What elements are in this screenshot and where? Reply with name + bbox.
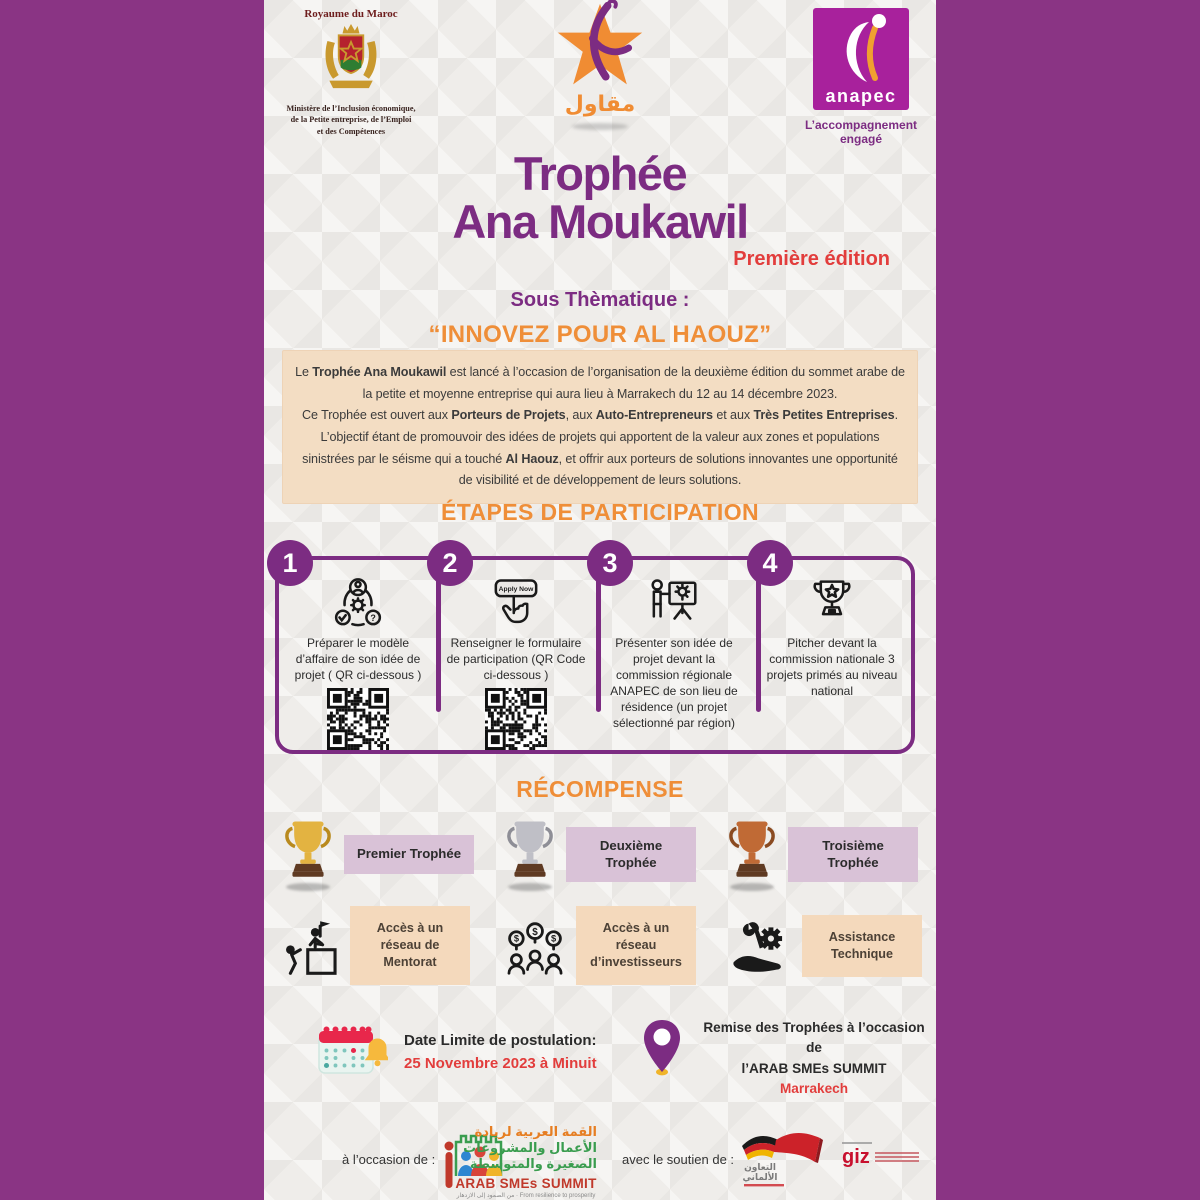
- step-item-2: [437, 560, 595, 750]
- anapec-logo-block: [802, 8, 920, 147]
- deadline-value: 25 Novembre 2023 à Minuit: [404, 1055, 597, 1072]
- technical-assistance-icon: [730, 915, 792, 977]
- benefit-label: Accès à un réseau de Mentorat: [350, 906, 470, 985]
- step-text: Pitcher devant la commission nationale 3 projets primés au niveau national: [766, 636, 898, 698]
- investors-network-icon: [504, 915, 566, 977]
- trophy-label: Premier Trophée: [344, 835, 474, 874]
- svg-text:?: ?: [370, 612, 376, 623]
- deadline-block: [316, 1020, 597, 1084]
- trophy-third: [726, 818, 918, 891]
- apply-now-icon: [485, 576, 547, 632]
- anapec-tagline: L’accompagnement engagé: [804, 118, 918, 146]
- summit-name: ARAB SMEs SUMMIT: [455, 1176, 597, 1191]
- business-model-cycle-icon: [329, 576, 387, 632]
- trophy-shadow: [508, 883, 552, 891]
- giz-name: giz: [842, 1146, 870, 1168]
- ministry-logo-block: [278, 8, 424, 137]
- arab-smes-summit-logo: [442, 1118, 600, 1200]
- benefits-row: [264, 906, 936, 985]
- step-number-badge: 1: [267, 540, 313, 586]
- ceremony-line2: l’ARAB SMEs SUMMIT: [741, 1060, 887, 1076]
- mentorship-icon: [278, 915, 340, 977]
- occasion-label: à l’occasion de :: [342, 1152, 436, 1167]
- ministry-caption: Ministère de l’Inclusion économique, de la Petite entreprise, de l’Emploi et des Compétences: [286, 104, 416, 136]
- trophy-second: [504, 818, 696, 891]
- gold-trophy-icon: [282, 818, 334, 882]
- ceremony-city: Marrakech: [779, 1081, 848, 1097]
- logo-shadow: [572, 123, 628, 130]
- benefit-label: Assistance Technique: [802, 915, 922, 977]
- intro-paragraph: Le Trophée Ana Moukawil est lancé à l’occasion de l’organisation de la deuxième édition du sommet arabe de la petite et moyenne entreprise qui aura lieu à Marrakech du 12 au 14 décembre 2023. Ce Trophée est ouvert aux Porteurs de Projets, aux Auto-Entrepreneurs et aux Très Petites Entreprises. L’objectif étant de promouvoir des idées de projets qui apportent de la valeur aux zones et populations sinistrées par le séisme qui a touché Al Haouz, et offrir aux porteurs de solutions innovantes une opportunité de visibilité et de développement de leurs solutions.: [282, 350, 918, 504]
- benefit-assistance: [730, 906, 922, 985]
- step-item-1: [279, 560, 437, 750]
- apply-now-label: Apply Now: [498, 586, 534, 594]
- pitch-presentation-icon: [643, 576, 705, 632]
- german-coop-arabic-line1: التعاون: [744, 1162, 776, 1172]
- svg-text:$: $: [532, 926, 538, 938]
- german-coop-arabic-line2: الألماني: [742, 1172, 778, 1182]
- trophy-label: Deuxième Trophée: [566, 827, 696, 882]
- trophies-row: [264, 818, 936, 891]
- kingdom-title: Royaume du Maroc: [304, 8, 398, 20]
- summit-arabic-line2: الأعمال والمشروعات: [463, 1140, 597, 1155]
- ceremony-block: [642, 1018, 934, 1100]
- rewards-heading: RÉCOMPENSE: [516, 776, 684, 802]
- poster: [264, 0, 936, 1200]
- ana-moukawil-star-icon: [552, 0, 648, 92]
- trophy-shadow: [286, 883, 330, 891]
- svg-text:$: $: [513, 933, 519, 944]
- step-number-badge: 3: [587, 540, 633, 586]
- benefit-mentorship: [278, 906, 470, 985]
- trophy-shadow: [730, 883, 774, 891]
- ceremony-line1: Remise des Trophées à l’occasion de: [703, 1020, 925, 1056]
- page-title-line1: Trophée: [513, 147, 687, 200]
- svg-text:$: $: [551, 933, 557, 944]
- subtheme-label: Sous Thèmatique :: [510, 288, 690, 311]
- trophy-first: [282, 818, 474, 891]
- partners-row: [264, 1118, 936, 1200]
- summit-tagline: من الصمود إلى الازدهار · From resilience to prosperity: [456, 1193, 596, 1199]
- benefit-investors: [504, 906, 696, 985]
- participation-steps: [275, 547, 915, 754]
- deadline-label: Date Limite de postulation:: [404, 1031, 597, 1049]
- step-text: Renseigner le formulaire de participation (QR Code ci-dessous ): [446, 636, 586, 682]
- calendar-bell-icon: [316, 1020, 388, 1084]
- location-pin-icon: [642, 1018, 682, 1076]
- step-number-badge: 2: [427, 540, 473, 586]
- giz-top-rule: [842, 1142, 872, 1144]
- benefit-label: Accès à un réseau d’investisseurs: [576, 906, 696, 985]
- step-item-4: [753, 560, 911, 750]
- theme-title: “INNOVEZ POUR AL HAOUZ”: [428, 320, 772, 348]
- support-label: avec le soutien de :: [622, 1152, 735, 1167]
- trophy-outline-icon: [803, 576, 861, 632]
- bronze-trophy-icon: [726, 818, 778, 882]
- anapec-logo-text: anapec: [825, 86, 897, 106]
- anapec-logo-icon: [813, 8, 909, 110]
- ana-moukawil-logo: [540, 0, 660, 130]
- summit-arabic-line1: القمة العربية لريادة: [474, 1124, 597, 1139]
- german-cooperation-logo: [738, 1126, 838, 1190]
- step-item-3: [595, 560, 753, 750]
- trophy-label: Troisième Trophée: [788, 827, 918, 882]
- giz-logo: [842, 1142, 928, 1167]
- steps-heading: ÉTAPES DE PARTICIPATION: [440, 499, 759, 525]
- summit-arabic-line3: الصغيرة والمتوسطة: [469, 1156, 597, 1171]
- morocco-coat-of-arms-icon: [318, 20, 384, 96]
- qr-code: [327, 688, 389, 750]
- edition-label: Première édition: [733, 247, 890, 270]
- silver-trophy-icon: [504, 818, 556, 882]
- qr-code: [485, 688, 547, 750]
- giz-text-lines: [875, 1150, 919, 1164]
- step-text: Préparer le modèle d’affaire de son idée de projet ( QR ci-dessous ): [294, 636, 422, 682]
- step-text: Présenter son idée de projet devant la commission régionale ANAPEC de son lieu de résidence (un projet sélectionné par région): [610, 636, 738, 730]
- title-block: [264, 147, 936, 349]
- step-number-badge: 4: [747, 540, 793, 586]
- ana-moukawil-arabic-name: مقاول: [564, 91, 636, 116]
- page-title-line2: Ana Moukawil: [452, 194, 748, 248]
